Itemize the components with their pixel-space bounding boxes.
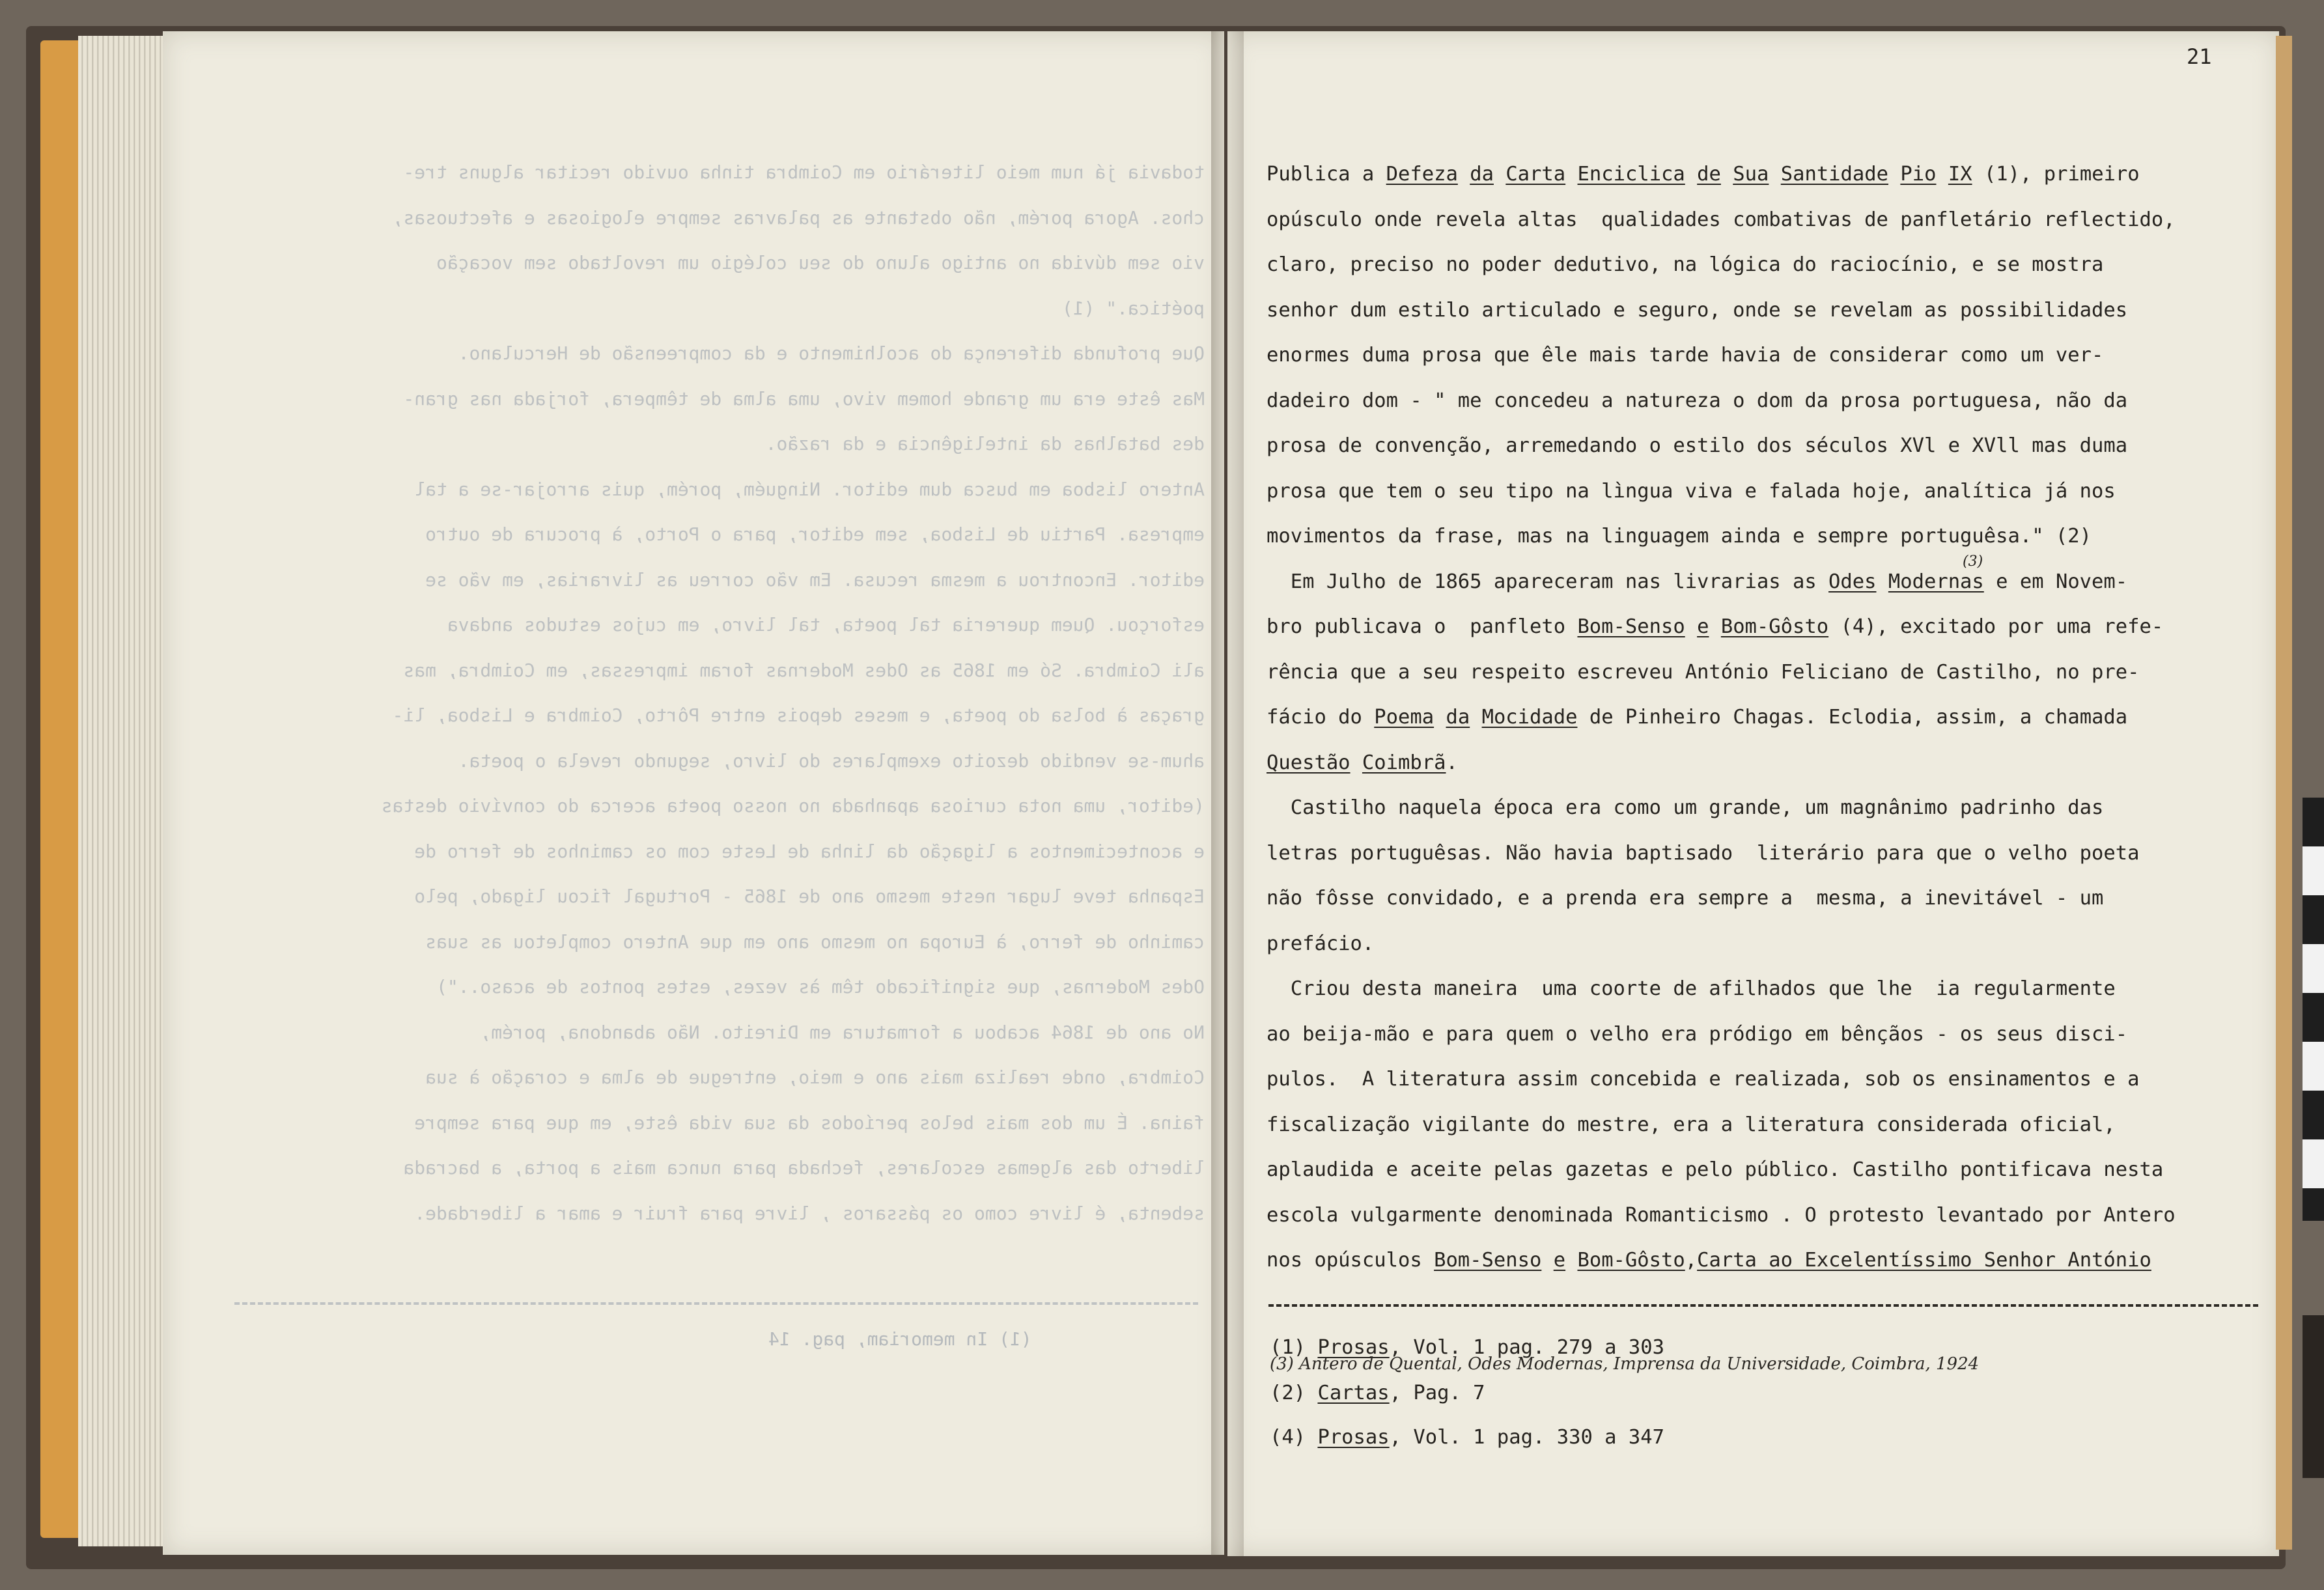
bleed-through-line: No ano de 1864 acabou a formatura em Direito. Não abandona, porém, bbox=[480, 1021, 1205, 1043]
body-line bbox=[1267, 525, 2092, 548]
book-gutter bbox=[1211, 31, 1244, 1556]
underlined-text: Prosas bbox=[1317, 1336, 1390, 1359]
bleed-through-line: Coimbra, onde realiza mais ano e meio, entregue de alma e coração à sua bbox=[425, 1067, 1205, 1088]
text-span bbox=[1470, 706, 1481, 729]
bleed-through-line: ali Coimbra. Só em 1865 as Odes Modernas foram impressas, em Coimbra, mas bbox=[403, 659, 1205, 681]
text-span: não fôsse convidado, e a prenda era sempre a mesma, a inevitável - um bbox=[1267, 887, 2104, 910]
underlined-text: e bbox=[1553, 1249, 1566, 1272]
bleed-through-line: liberto das algemas escolares, fechada para nunca mais a porta, a bacrada bbox=[403, 1157, 1205, 1179]
body-line bbox=[1267, 163, 2140, 186]
text-span: Em Julho de 1865 apareceram nas livrarias as bbox=[1267, 570, 1829, 593]
text-span bbox=[1565, 163, 1577, 186]
underlined-text: Pio bbox=[1900, 163, 1937, 186]
underlined-text: Santidade bbox=[1780, 163, 1888, 186]
text-span bbox=[1721, 163, 1733, 186]
text-span: de Pinheiro Chagas. Eclodia, assim, a chamada bbox=[1577, 706, 2128, 729]
underlined-text: Bom-Gôsto bbox=[1577, 1249, 1685, 1272]
text-span: (4) bbox=[1270, 1426, 1318, 1449]
underlined-text: Coimbrã bbox=[1362, 751, 1446, 774]
bleed-through-line: todavia já num meio literário em Coimbra tinha ouvido recitar alguns tre- bbox=[403, 161, 1205, 183]
text-span: ao beija-mão e para quem o velho era pródigo em bênçãos - os seus disci- bbox=[1267, 1022, 2128, 1046]
scale-ruler bbox=[2303, 798, 2324, 1221]
underlined-text: Carta bbox=[1505, 163, 1566, 186]
bleed-through-line: Antero lisboa em busca dum editor. Ninguém, porém, quis arrojar-se a tal bbox=[414, 478, 1205, 500]
body-line bbox=[1267, 1158, 2163, 1181]
text-span: (1) bbox=[1270, 1336, 1318, 1359]
bleed-through-line: poética." (1) bbox=[1061, 297, 1205, 319]
scale-ruler-lower bbox=[2303, 1315, 2324, 1478]
bleed-through-line: esforçou. Quem quereria tal poeta, tal livro, em cujos estudos andava bbox=[447, 614, 1205, 635]
body-line bbox=[1267, 570, 2127, 593]
text-span bbox=[1769, 163, 1780, 186]
text-span bbox=[1541, 1249, 1553, 1272]
body-line bbox=[1267, 253, 2103, 276]
bleed-through-line: faina. É um dos mais belos períodos da sua vida êste, em que para sempre bbox=[414, 1111, 1205, 1134]
page-number: 21 bbox=[2187, 44, 2212, 69]
bleed-through-line: e acontecimentos a ligação da linha de Leste com os caminhos de ferro de bbox=[414, 840, 1205, 862]
body-line bbox=[1267, 1204, 2176, 1227]
text-span: bro publicava o panfleto bbox=[1267, 615, 1578, 638]
text-span bbox=[1936, 163, 1948, 186]
text-span: Criou desta maneira uma coorte de afilhados que lhe ia regularmente bbox=[1267, 977, 2116, 1000]
bleed-through-line: chos. Agora porém, não obstante as palavras sempre elogiosas e afectuosas, bbox=[392, 206, 1205, 229]
text-span: (4), excitado por uma refe- bbox=[1828, 615, 2164, 638]
text-span: Publica a bbox=[1267, 163, 1386, 186]
body-line bbox=[1267, 1113, 2116, 1136]
text-span: prosa de convenção, arremedando o estilo dos séculos XVl e XVll mas duma bbox=[1267, 434, 2128, 457]
text-span bbox=[1709, 615, 1720, 638]
body-line bbox=[1267, 706, 2127, 729]
text-span: prefácio. bbox=[1267, 932, 1375, 955]
text-span: letras portuguêsas. Não havia baptisado literário para que o velho poeta bbox=[1267, 841, 2140, 865]
text-span bbox=[1494, 163, 1505, 186]
text-span: (2) bbox=[1270, 1382, 1318, 1404]
bleed-through-line: (editor, uma nota curiosa apanhada no nosso poeta acerca do convívio destas bbox=[381, 795, 1205, 816]
text-span: , bbox=[1685, 1249, 1698, 1272]
bleed-through-footnote: (1) In memoriam, pag. 14 bbox=[768, 1328, 1032, 1350]
handwritten-footnote: (3) Antero de Quental, Odes Modernas, Imprensa da Universidade, Coimbra, 1924 bbox=[1270, 1354, 1980, 1374]
text-span bbox=[1351, 751, 1362, 774]
body-line bbox=[1267, 615, 2163, 638]
footnote-line bbox=[1270, 1426, 1664, 1449]
underlined-text: Cartas bbox=[1317, 1382, 1390, 1404]
text-span: fácio do bbox=[1267, 706, 1375, 729]
page-edge bbox=[2276, 36, 2292, 1550]
text-span: e em Novem- bbox=[1983, 570, 2128, 593]
underlined-text: da bbox=[1446, 706, 1470, 729]
underlined-text: Sua bbox=[1733, 163, 1769, 186]
underlined-text: Bom-Gôsto bbox=[1720, 615, 1829, 638]
bleed-through-rule bbox=[234, 1302, 1198, 1305]
text-span bbox=[1458, 163, 1470, 186]
bleed-through-text bbox=[215, 150, 1205, 1236]
body-line bbox=[1267, 977, 2116, 1000]
text-span: . bbox=[1446, 751, 1458, 774]
underlined-text: Poema bbox=[1374, 706, 1435, 729]
underlined-text: Modernas bbox=[1888, 570, 1984, 593]
body-line bbox=[1267, 842, 2139, 865]
underlined-text: Prosas bbox=[1317, 1426, 1390, 1449]
underlined-text: de bbox=[1697, 163, 1721, 186]
text-span: Castilho naquela época era como um grande, um magnânimo padrinho das bbox=[1267, 796, 2104, 819]
bleed-through-line: Odes Modernas, que significado têm às vezes, estes pontos de acaso..") bbox=[436, 976, 1205, 997]
footnote-rule bbox=[1268, 1304, 2258, 1307]
underlined-text: Questão bbox=[1267, 751, 1351, 774]
body-line bbox=[1267, 208, 2176, 231]
bleed-through-line: editor. Encontrou a mesma recusa. Em vão correu as livrarias, em vão se bbox=[425, 568, 1205, 591]
text-span: prosa que tem o seu tipo na lìngua viva e falada hoje, analítica já nos bbox=[1267, 479, 2116, 503]
text-span: (1), primeiro bbox=[1972, 163, 2140, 186]
underlined-text: Bom-Senso bbox=[1434, 1249, 1542, 1272]
text-span bbox=[1685, 163, 1697, 186]
bleed-through-line: sebenta, é livre como os pássaros , livre para fruir e amar a liberdade. bbox=[414, 1202, 1205, 1224]
body-line bbox=[1267, 480, 2116, 503]
underlined-text: Odes bbox=[1828, 570, 1877, 593]
bleed-through-line: Espanha teve lugar neste mesmo ano de 1865 - Portugal ficou ligado, pelo bbox=[414, 886, 1205, 907]
body-line bbox=[1267, 887, 2103, 910]
underlined-text: Defeza bbox=[1386, 163, 1458, 186]
bleed-through-line: vio sem dúvida no antigo aluno do seu colégio um revoltado sem vocação bbox=[436, 252, 1205, 273]
body-line bbox=[1267, 389, 2127, 412]
text-span bbox=[1565, 1249, 1577, 1272]
underlined-text: Mocidade bbox=[1481, 706, 1578, 729]
text-span: , Pag. 7 bbox=[1389, 1382, 1485, 1404]
bleed-through-line: Que profunda diferença do acolhimento e da compreensão de Herculano. bbox=[458, 342, 1205, 364]
underlined-text: Bom-Senso bbox=[1577, 615, 1685, 638]
body-line bbox=[1267, 661, 2139, 684]
text-span bbox=[1685, 615, 1697, 638]
body-line bbox=[1267, 932, 1374, 955]
text-span: fiscalização vigilante do mestre, era a literatura considerada oficial, bbox=[1267, 1113, 2116, 1136]
underlined-text: Carta ao Excelentíssimo Senhor António bbox=[1697, 1249, 2151, 1272]
footnote-marker-3: (3) bbox=[1963, 553, 1983, 570]
bleed-through-line: des batalhas da inteligência e da razão. bbox=[765, 433, 1205, 454]
text-span: aplaudida e aceite pelas gazetas e pelo público. Castilho pontificava nesta bbox=[1267, 1158, 2164, 1181]
text-span: movimentos da frase, mas na linguagem ainda e sempre portuguêsa." (2) bbox=[1267, 525, 2092, 548]
body-line bbox=[1267, 434, 2127, 457]
text-span: claro, preciso no poder dedutivo, na lógica do raciocínio, e se mostra bbox=[1267, 253, 2104, 276]
text-span: enormes duma prosa que êle mais tarde havia de considerar como um ver- bbox=[1267, 344, 2104, 367]
text-span: dadeiro dom - " me concedeu a natureza o dom da prosa portuguesa, não da bbox=[1267, 389, 2128, 412]
underlined-text: e bbox=[1697, 615, 1709, 638]
text-span: opúsculo onde revela altas qualidades combativas de panfletário reflectido, bbox=[1267, 208, 2176, 231]
text-span: escola vulgarmente denominada Romanticismo . O protesto levantado por Antero bbox=[1267, 1203, 2176, 1227]
bleed-through-line: ahum-se vendido dezoito exemplares do livro, segundo revela o poeta. bbox=[458, 749, 1205, 772]
text-span: , Vol. 1 pag. 279 a 303 bbox=[1389, 1336, 1664, 1359]
body-line bbox=[1267, 751, 1458, 774]
bleed-through-line: graças à bolsa do poeta, e meses depois entre Pôrto, Coimbra e Lisboa, li- bbox=[392, 704, 1205, 726]
body-line bbox=[1267, 1068, 2139, 1091]
text-span bbox=[1877, 570, 1888, 593]
text-span bbox=[1434, 706, 1446, 729]
underlined-text: Enciclica bbox=[1577, 163, 1685, 186]
body-line bbox=[1267, 796, 2103, 819]
text-span: pulos. A literatura assim concebida e realizada, sob os ensinamentos e a bbox=[1267, 1068, 2140, 1091]
underlined-text: da bbox=[1470, 163, 1494, 186]
text-span: rência que a seu respeito escreveu António Feliciano de Castilho, no pre- bbox=[1267, 660, 2140, 684]
body-line bbox=[1267, 299, 2127, 322]
bleed-through-line: Mas êste era um grande homem vivo, uma alma de têmpera, forjada nas gran- bbox=[403, 387, 1205, 410]
body-line bbox=[1267, 344, 2103, 367]
text-span: , Vol. 1 pag. 330 a 347 bbox=[1389, 1426, 1664, 1449]
body-line bbox=[1267, 1249, 2151, 1272]
bleed-through-line: empresa. Partiu de Lisboa, sem editor, para o Porto, à procura de outro bbox=[425, 523, 1205, 545]
bleed-through-line: caminho de ferro, à Europa no mesmo ano em que Antero completou as suas bbox=[425, 930, 1205, 953]
text-span bbox=[1888, 163, 1900, 186]
text-span: senhor dum estilo articulado e seguro, onde se revelam as possibilidades bbox=[1267, 298, 2128, 322]
footnote-line bbox=[1270, 1382, 1485, 1404]
text-span: nos opúsculos bbox=[1267, 1249, 1435, 1272]
underlined-text: IX bbox=[1948, 163, 1972, 186]
body-line bbox=[1267, 1023, 2127, 1046]
